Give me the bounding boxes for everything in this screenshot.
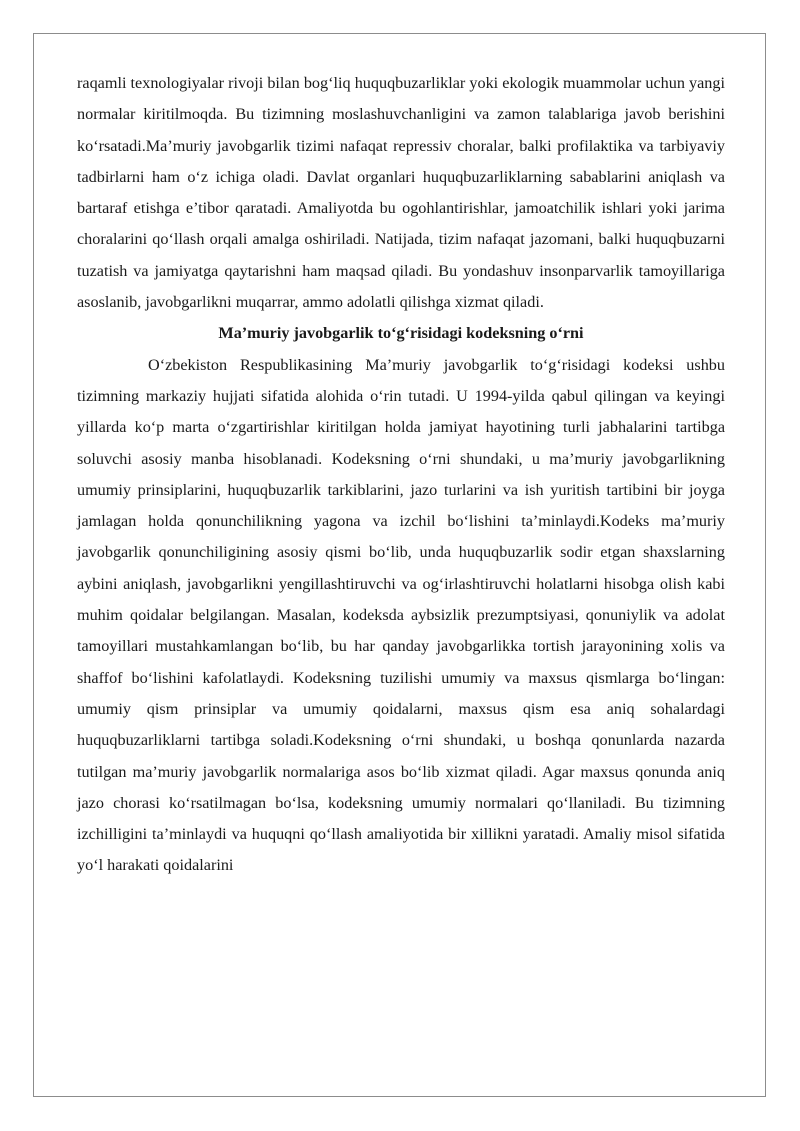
document-body	[77, 68, 725, 882]
paragraph-kodeks: O‘zbekiston Respublikasining Ma’muriy javobgarlik to‘g‘risidagi kodeksi ushbu tizimning markaziy hujjati sifatida alohida o‘rin tutadi. U 1994-yilda qabul qilingan va keyingi yillarda ko‘p marta o‘zgartirishlar kiritilgan holda jamiyat hayotining turli jabhalarini tartibga soluvchi asosiy manba hisoblanadi. Kodeksning o‘rni shundaki, u ma’muriy javobgarlikning umumiy prinsiplarini, huquqbuzarlik tarkiblarini, jazo turlarini va ish yuritish tartibini bir joyga jamlagan holda qonunchilikning yagona va izchil bo‘lishini ta’minlaydi.Kodeks ma’muriy javobgarlik qonunchiligining asosiy qismi bo‘lib, unda huquqbuzarlik sodir etgan shaxslarning aybini aniqlash, javobgarlikni yengillashtiruvchi va og‘irlashtiruvchi holatlarni hisobga olish kabi muhim qoidalar belgilangan. Masalan, kodeksda aybsizlik prezumptsiyasi, qonuniylik va adolat tamoyillari mustahkamlangan bo‘lib, bu har qanday javobgarlikka tortish jarayonining xolis va shaffof bo‘lishini kafolatlaydi. Kodeksning tuzilishi umumiy va maxsus qismlarga bo‘lingan: umumiy qism prinsiplar va umumiy qoidalarni, maxsus qism esa aniq sohalardagi huquqbuzarliklarni tartibga soladi.Kodeksning o‘rni shundaki, u boshqa qonunlarda nazarda tutilgan ma’muriy javobgarlik normalariga asos bo‘lib xizmat qiladi. Agar maxsus qonunda aniq jazo chorasi ko‘rsatilmagan bo‘lsa, kodeksning umumiy normalari qo‘llaniladi. Bu tizimning izchilligini ta’minlaydi va huquqni qo‘llash amaliyotida bir xillikni yaratadi. Amaliy misol sifatida yo‘l harakati qoidalarini	[77, 355, 725, 875]
paragraph-continuation: raqamli texnologiyalar rivoji bilan bog‘liq huquqbuzarliklar yoki ekologik muammolar uchun yangi normalar kiritilmoqda. Bu tizimning moslashuvchanligini va zamon talablariga javob berishini ko‘rsatadi.Ma’muriy javobgarlik tizimi nafaqat repressiv choralar, balki profilaktika va tarbiyaviy tadbirlarni ham o‘z ichiga oladi. Davlat organlari huquqbuzarliklarning sabablarini aniqlash va bartaraf etishga e’tibor qaratadi. Amaliyotda bu ogohlantirishlar, jamoatchilik ishlari yoki jarima choralarini qo‘llash orqali amalga oshiriladi. Natijada, tizim nafaqat jazomani, balki huquqbuzarni tuzatish va jamiyatga qaytarishni ham maqsad qiladi. Bu yondashuv insonparvarlik tamoyillariga asoslanib, javobgarlikni muqarrar, ammo adolatli qilishga xizmat qiladi.	[77, 74, 725, 312]
section-heading: Ma’muriy javobgarlik to‘g‘risidagi kodeksning o‘rni	[218, 324, 584, 343]
